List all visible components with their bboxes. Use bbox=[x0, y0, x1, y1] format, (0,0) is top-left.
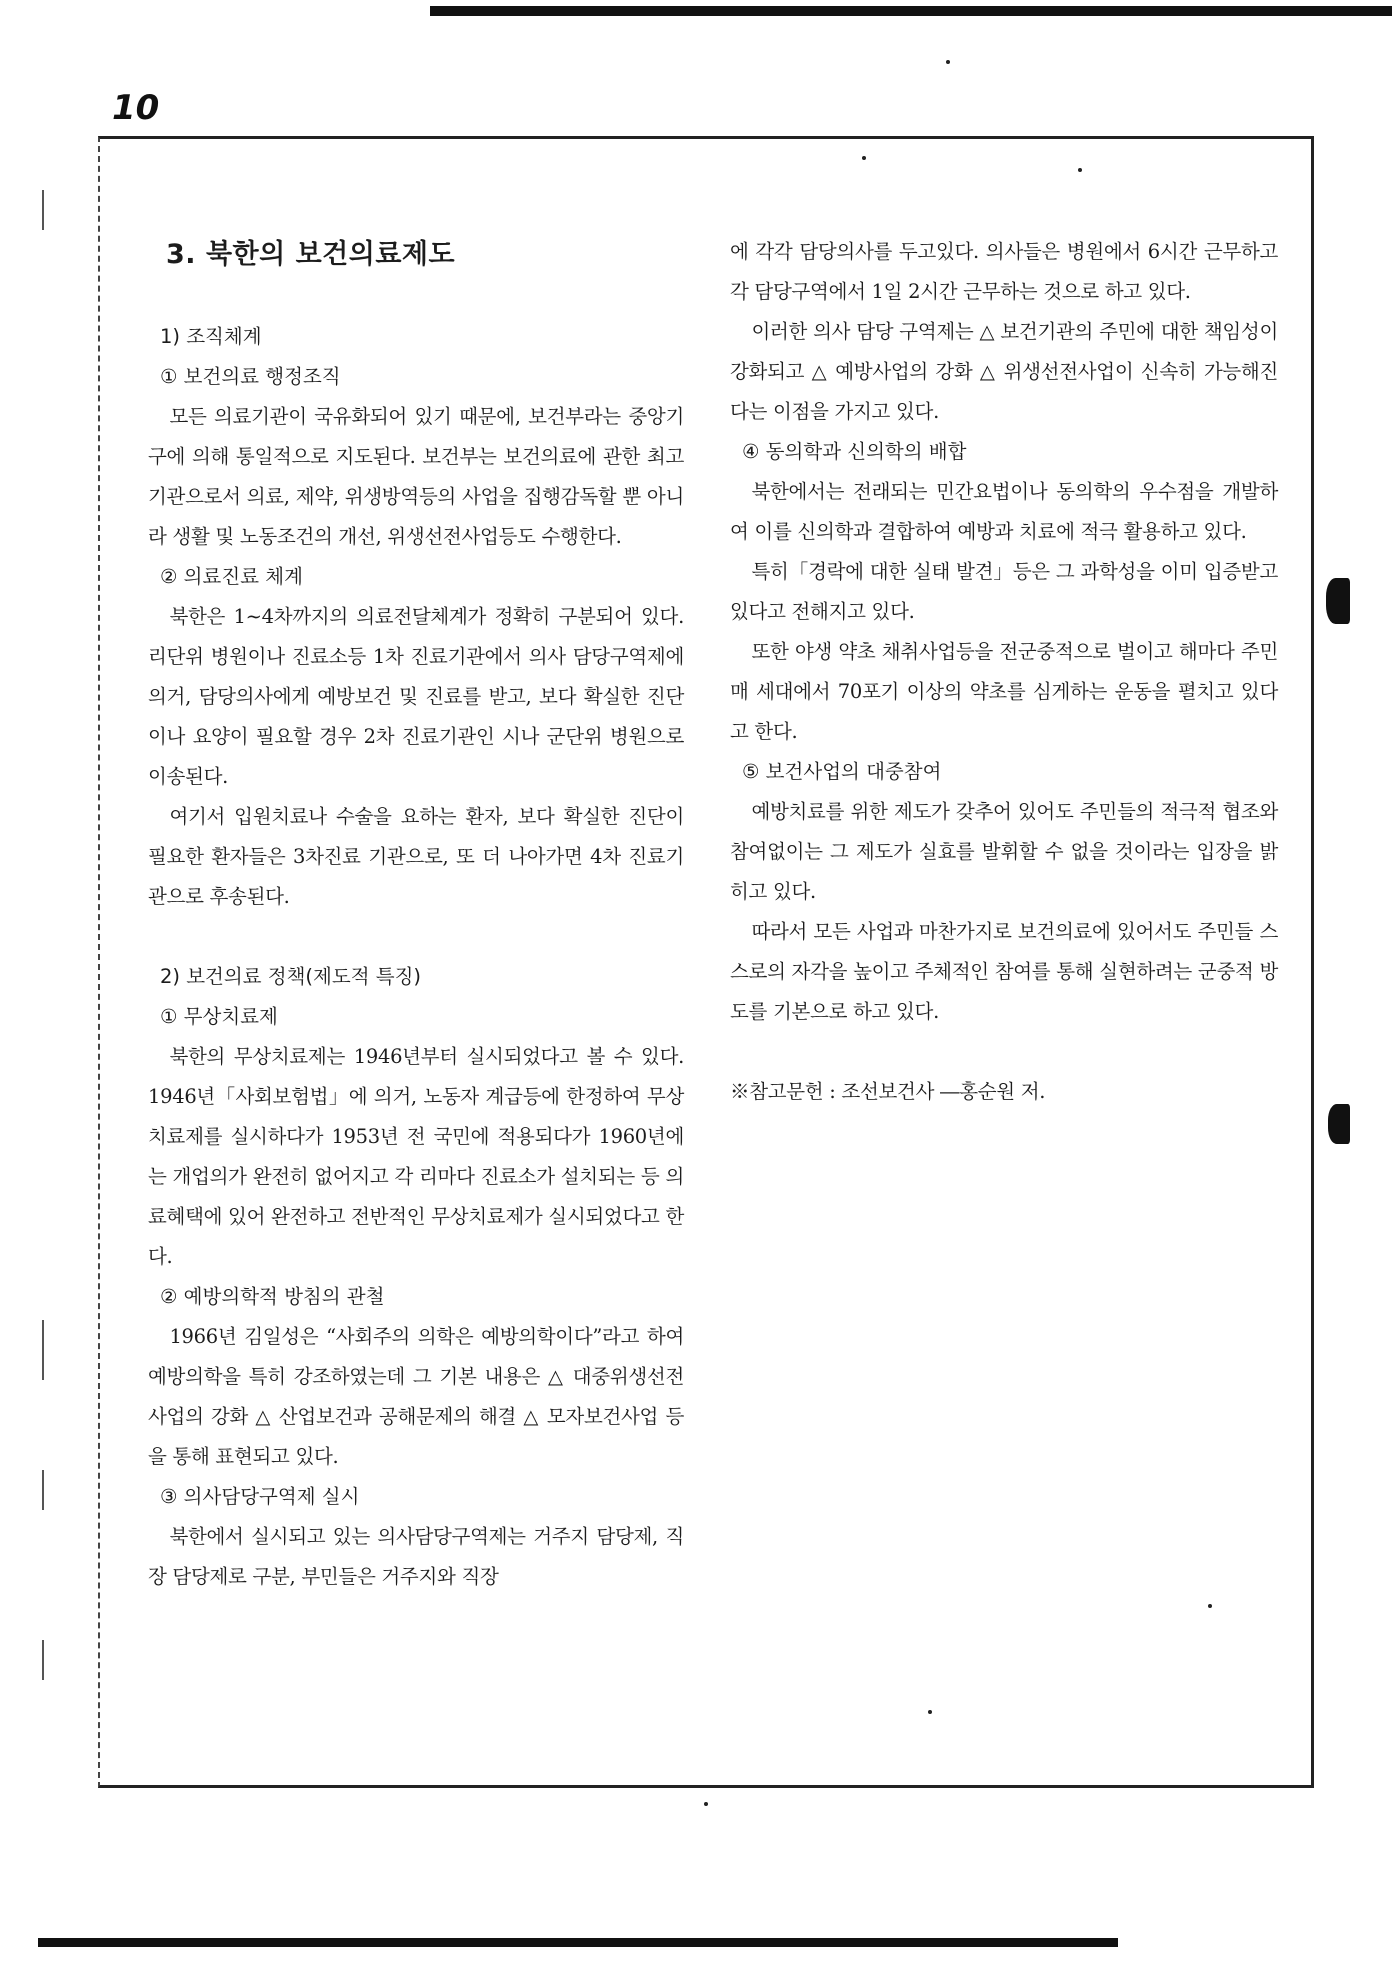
right-column bbox=[730, 232, 1278, 1112]
subheading: ② 의료진료 체계 bbox=[160, 565, 303, 588]
scan-speck bbox=[946, 60, 950, 64]
paragraph: 북한의 무상치료제는 1946년부터 실시되었다고 볼 수 있다. 1946년「사회보험법」에 의거, 노동자 계급등에 한정하여 무상 치료제를 실시하다가 1953년 전 국민에 적용되다가 1960년에는 개업의가 완전히 없어지고 각 리마다 진료소가 설치되는 등 의료혜택에 있어 완전하고 전반적인 무상치료제가 실시되었다고 한다. bbox=[148, 1045, 684, 1268]
paragraph: 또한 야생 약초 채취사업등을 전군중적으로 벌이고 해마다 주민 매 세대에서 70포기 이상의 약초를 심게하는 운동을 펼치고 있다고 한다. bbox=[730, 640, 1278, 743]
subheading: ⑤ 보건사업의 대중참여 bbox=[742, 760, 942, 783]
scan-blot bbox=[1328, 1104, 1350, 1144]
top-border-bar bbox=[430, 6, 1392, 16]
margin-mark bbox=[42, 190, 44, 230]
paragraph: 1966년 김일성은 “사회주의 의학은 예방의학이다”라고 하여 예방의학을 특히 강조하였는데 그 기본 내용은 △ 대중위생선전사업의 강화 △ 산업보건과 공해문제의 해결 △ 모자보건사업 등을 통해 표현되고 있다. bbox=[148, 1325, 684, 1468]
margin-mark bbox=[42, 1470, 44, 1510]
scan-speck bbox=[704, 1802, 708, 1806]
subheading: ① 보건의료 행정조직 bbox=[160, 365, 341, 388]
paragraph: 모든 의료기관이 국유화되어 있기 때문에, 보건부라는 중앙기구에 의해 통일적으로 지도된다. 보건부는 보건의료에 관한 최고 기관으로서 의료, 제약, 위생방역등의 사업을 집행감독할 뿐 아니라 생활 및 노동조건의 개선, 위생선전사업등도 수행한다. bbox=[148, 405, 684, 548]
subheading: 2) 보건의료 정책(제도적 특징) bbox=[160, 965, 422, 988]
paragraph: 에 각각 담당의사를 두고있다. 의사들은 병원에서 6시간 근무하고 각 담당구역에서 1일 2시간 근무하는 것으로 하고 있다. bbox=[730, 240, 1278, 303]
reference-note: ※참고문헌 : 조선보건사 ―홍순원 저. bbox=[730, 1080, 1046, 1103]
paragraph: 따라서 모든 사업과 마찬가지로 보건의료에 있어서도 주민들 스스로의 자각을 높이고 주체적인 참여를 통해 실현하려는 군중적 방도를 기본으로 하고 있다. bbox=[730, 920, 1278, 1023]
subheading: ③ 의사담당구역제 실시 bbox=[160, 1485, 360, 1508]
paragraph: 이러한 의사 담당 구역제는 △ 보건기관의 주민에 대한 책임성이 강화되고 △ 예방사업의 강화 △ 위생선전사업이 신속히 가능해진다는 이점을 가지고 있다. bbox=[730, 320, 1278, 423]
left-column bbox=[148, 232, 684, 1597]
page-number: 10 bbox=[112, 88, 160, 128]
right-column-text bbox=[730, 232, 1278, 1112]
scan-speck bbox=[1208, 1604, 1212, 1608]
left-column-text bbox=[148, 317, 684, 1597]
subheading: ① 무상치료제 bbox=[160, 1005, 278, 1028]
scan-speck bbox=[862, 156, 866, 160]
margin-mark bbox=[42, 1320, 44, 1380]
scan-blot bbox=[1326, 578, 1350, 624]
scan-speck bbox=[928, 1710, 932, 1714]
subheading: 1) 조직체계 bbox=[160, 325, 262, 348]
paragraph: 여기서 입원치료나 수술을 요하는 환자, 보다 확실한 진단이 필요한 환자들은 3차진료 기관으로, 또 더 나아가면 4차 진료기관으로 후송된다. bbox=[148, 805, 684, 908]
bottom-border-bar bbox=[38, 1938, 1118, 1947]
paragraph: 북한에서 실시되고 있는 의사담당구역제는 거주지 담당제, 직장 담당제로 구분, 부민들은 거주지와 직장 bbox=[148, 1525, 684, 1588]
subheading: ④ 동의학과 신의학의 배합 bbox=[742, 440, 967, 463]
paragraph: 예방치료를 위한 제도가 갖추어 있어도 주민들의 적극적 협조와 참여없이는 그 제도가 실효를 발휘할 수 없을 것이라는 입장을 밝히고 있다. bbox=[730, 800, 1278, 903]
section-title: 3. 북한의 보건의료제도 bbox=[166, 239, 456, 270]
paragraph: 특히「경락에 대한 실태 발견」등은 그 과학성을 이미 입증받고 있다고 전해지고 있다. bbox=[730, 560, 1278, 623]
margin-mark bbox=[42, 1640, 44, 1680]
subheading: ② 예방의학적 방침의 관철 bbox=[160, 1285, 385, 1308]
paragraph: 북한은 1∼4차까지의 의료전달체계가 정확히 구분되어 있다. 리단위 병원이나 진료소등 1차 진료기관에서 의사 담당구역제에 의거, 담당의사에게 예방보건 및 진료를 받고, 보다 확실한 진단이나 요양이 필요할 경우 2차 진료기관인 시나 군단위 병원으로 이송된다. bbox=[148, 605, 684, 788]
paragraph: 북한에서는 전래되는 민간요법이나 동의학의 우수점을 개발하여 이를 신의학과 결합하여 예방과 치료에 적극 활용하고 있다. bbox=[730, 480, 1278, 543]
paragraph-gap bbox=[148, 917, 684, 957]
paragraph-gap bbox=[730, 1032, 1278, 1072]
scan-speck bbox=[1078, 168, 1082, 172]
